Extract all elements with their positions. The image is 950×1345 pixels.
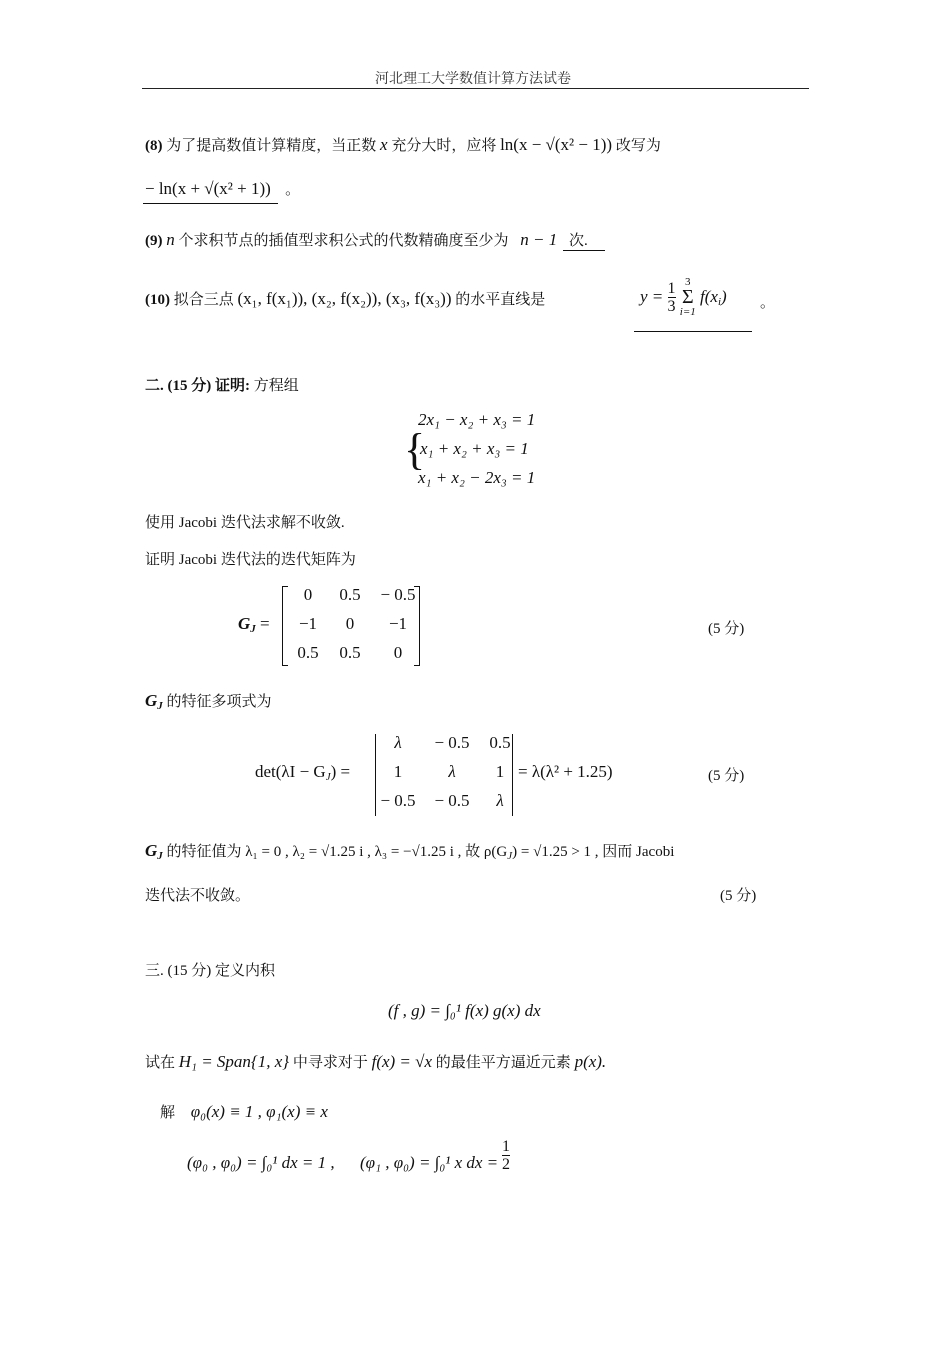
q8-expr: ln(x − √(x² − 1)) — [500, 135, 613, 154]
s3-task-p: p(x). — [574, 1052, 607, 1071]
q9-answer: n − 1 — [520, 230, 558, 249]
matrix-cell-2-1: 0.5 — [339, 643, 361, 662]
q10-fraction — [668, 280, 676, 315]
q8-text2: 充分大时，应将 — [391, 138, 497, 154]
q9-label: (9) — [145, 233, 163, 249]
q10-label: (10) — [145, 292, 170, 308]
q10-sum-limits: 3 Σ i=1 — [679, 276, 696, 318]
q9-line — [145, 229, 588, 250]
det-cell-2-0: − 0.5 — [380, 791, 416, 810]
page-header-title: 河北理工大学数值计算方法试卷 — [375, 72, 571, 87]
system-brace: { — [404, 425, 426, 474]
det-cell-0-2: 0.5 — [489, 733, 511, 752]
s2-eq1: 2x₁ − x₂ + x₃ = 1 — [418, 410, 536, 429]
q8-end: 。 — [285, 182, 301, 198]
q8-var: x — [380, 135, 388, 154]
q10-sum-top: 3 — [685, 276, 691, 288]
det-rhs: = λ(λ² + 1.25) — [518, 762, 613, 781]
s3-task-mid: 中寻求对于 — [292, 1055, 368, 1071]
det-cell-2-2: λ — [496, 791, 504, 810]
det-cell-1-0: 1 — [393, 762, 403, 781]
q9-answer-underline — [563, 250, 605, 251]
s3-task-f: f(x) = √x — [371, 1052, 433, 1071]
score-1: (5 分) — [708, 621, 745, 637]
q10-frac-num: 1 — [667, 279, 676, 297]
s2-proof-intro: 证明 Jacobi 迭代法的迭代矩阵为 — [145, 552, 356, 568]
s2-eq3: x₁ + x₂ − 2x₃ = 1 — [418, 468, 536, 487]
matrix-cell-2-2: 0 — [393, 643, 403, 662]
q10-points: (x₁, f(x₁)), (x₂, f(x₂)), (x₃, f(x₃)) — [237, 289, 452, 308]
s2-eig-text: 的特征值为 λ₁ = 0 , λ₂ = √1.25 i , λ₃ = −√1.25 i , 故 ρ(G — [166, 844, 508, 860]
matrix-cell-2-0: 0.5 — [297, 643, 319, 662]
q8-text: 为了提高数值计算精度，当正数 — [166, 138, 377, 154]
q10-line — [145, 288, 545, 309]
q10-end: 。 — [760, 295, 776, 311]
det-cell-1-1: λ — [448, 762, 456, 781]
s3-heading-line — [145, 959, 275, 980]
q8-answer-underline — [143, 203, 278, 204]
matrix-cell-1-0: −1 — [298, 614, 318, 633]
s2-eig-line: GJ 的特征值为 λ₁ = 0 , λ₂ = √1.25 i , λ₃ = −√1.25 i , 故 $\rho(G_J) = √1.25 > 1$ , 因而 Jacobi — [145, 841, 675, 862]
q10-text2: 的水平直线是 — [455, 292, 546, 308]
q8-answer: − ln(x + √(x² + 1)) — [145, 179, 271, 198]
q10-frac-den: 3 — [667, 297, 676, 315]
det-cell-2-1: − 0.5 — [434, 791, 470, 810]
q10-answer-underline — [634, 331, 752, 332]
s2-heading: 二. (15 分) 证明: — [145, 378, 250, 394]
s2-heading-line — [145, 374, 299, 395]
s3-heading2: 定义内积 — [215, 963, 276, 979]
q8-answer-line — [145, 178, 300, 199]
det-cell-0-1: − 0.5 — [434, 733, 470, 752]
matrix-cell-0-2: − 0.5 — [380, 585, 416, 604]
s3-inner-product: (f , g) = ∫₀¹ f(x) g(x) dx — [388, 1001, 541, 1020]
score-2: (5 分) — [708, 768, 745, 784]
matrix-cell-0-0: 0 — [303, 585, 313, 604]
gj-label: GJ = — [238, 614, 270, 635]
s3-task-pre: 试在 — [145, 1055, 176, 1071]
q9-end: 次. — [569, 233, 588, 249]
header-rule — [142, 88, 809, 89]
s3-ip2-num: 1 — [502, 1138, 510, 1155]
s3-ip1: (φ₀ , φ₀) = ∫₀¹ dx = 1 , — [187, 1153, 335, 1172]
q10-sum-bot: i=1 — [679, 306, 696, 318]
score-3: (5 分) — [720, 888, 757, 904]
s2-conclusion: 迭代法不收敛。 — [145, 888, 251, 904]
s3-sol-label: 解 — [160, 1105, 176, 1121]
q9-var: n — [166, 230, 175, 249]
gj-label-3: GJ — [145, 841, 163, 862]
q8-line — [145, 134, 661, 155]
s3-heading: 三. (15 分) — [145, 963, 212, 979]
matrix-cell-1-2: −1 — [388, 614, 408, 633]
q10-text: 拟合三点 — [173, 292, 234, 308]
q8-text3: 改写为 — [615, 138, 661, 154]
s3-task-space: H₁ = Span{1, x} — [178, 1052, 290, 1071]
det-cell-0-0: λ — [394, 733, 402, 752]
q10-answer-lhs: y = — [640, 287, 664, 306]
q8-label: (8) — [145, 138, 163, 154]
s3-solution-line — [160, 1101, 328, 1122]
s3-ip2-den: 2 — [502, 1156, 510, 1173]
matrix-cell-1-1: 0 — [345, 614, 355, 633]
q10-answer: $y = \frac{1}{3}$ 3 Σ i=1 f(xi) — [640, 276, 727, 318]
s2-charpoly-text: 的特征多项式为 — [166, 694, 272, 710]
s3-ip2: (φ₁ , φ₀) = ∫₀¹ x dx = — [360, 1153, 499, 1172]
s2-eig-text2: ) = √1.25 > 1 , 因而 Jacobi — [512, 844, 675, 860]
s3-ip2-fraction — [502, 1138, 510, 1173]
s2-eq2: x₁ + x₂ + x₃ = 1 — [420, 439, 529, 458]
s2-claim: 使用 Jacobi 迭代法求解不收敛. — [145, 515, 345, 531]
s2-heading2: 方程组 — [253, 378, 299, 394]
gj-label-2: GJ — [145, 691, 163, 712]
det-cell-1-2: 1 — [495, 762, 505, 781]
det-lhs: det(λI − GJ) = — [255, 762, 351, 783]
q9-text: 个求积节点的插值型求积公式的代数精确度至少为 — [178, 233, 509, 249]
s3-task-end: 的最佳平方逼近元素 — [435, 1055, 571, 1071]
s2-charpoly-line — [145, 690, 272, 711]
s3-task-line — [145, 1051, 606, 1072]
s3-basis: φ₀(x) ≡ 1 , φ₁(x) ≡ x — [190, 1102, 328, 1121]
matrix-cell-0-1: 0.5 — [339, 585, 361, 604]
